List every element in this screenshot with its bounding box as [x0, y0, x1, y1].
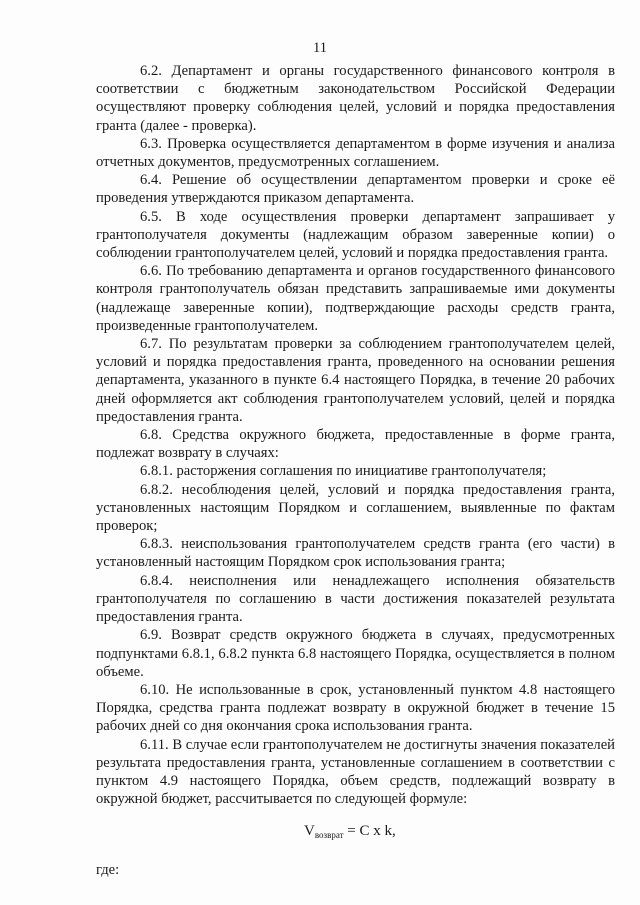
formula-variable: V — [304, 823, 315, 839]
return-formula — [304, 823, 396, 840]
paragraph-6-8-2: 6.8.2. несоблюдения целей, условий и порядка предоставления гранта, установленных настоящим Порядком и соглашением, выявленные по фактам проверок; — [96, 481, 615, 535]
formula-expression: = C x k, — [343, 823, 396, 839]
formula-subscript: возврат — [314, 830, 344, 840]
paragraph-6-7: 6.7. По результатам проверки за соблюдением грантополучателем целей, условий и порядка предоставления гранта, проведенного на основании решения департамента, указанного в пункте 6.4 настоящего Порядка, в течение 20 рабочих дней оформляется акт соблюдения грантополучателем условий, целей и порядка предоставления гранта. — [96, 336, 615, 425]
document-body — [96, 62, 615, 808]
paragraph-6-2: 6.2. Департамент и органы государственного финансового контроля в соответствии с бюджетным законодательством Российской Федерации осуществляют проверку соблюдения целей, условий и порядка предоставления гранта (далее - проверка). — [96, 63, 615, 134]
paragraph-6-5: 6.5. В ходе осуществления проверки департамент запрашивает у грантополучателя документы (надлежащим образом заверенные копии) о соблюдении грантополучателем целей, условий и порядка предоставления гранта. — [96, 208, 615, 262]
paragraph-6-9: 6.9. Возврат средств окружного бюджета в случаях, предусмотренных подпунктами 6.8.1, 6.8.2 пункта 6.8 настоящего Порядка, осуществляется в полном объеме. — [96, 627, 615, 680]
paragraph-6-8-1: 6.8.1. расторжения соглашения по инициативе грантополучателя; — [140, 463, 547, 480]
paragraph-6-8: 6.8. Средства окружного бюджета, предоставленные в форме гранта, подлежат возврату в случаях: — [96, 427, 615, 462]
paragraph-6-10: 6.10. Не использованные в срок, установленный пунктом 4.8 настоящего Порядка, средства гранта подлежат возврату в окружной бюджет в течение 15 рабочих дней со дня окончания срока использования гранта. — [96, 681, 615, 735]
paragraph-6-3: 6.3. Проверка осуществляется департаментом в форме изучения и анализа отчетных документов, предусмотренных соглашением. — [96, 135, 615, 171]
where-label: где: — [96, 862, 120, 878]
paragraph-6-8-4: 6.8.4. неисполнения или ненадлежащего исполнения обязательств грантополучателя по соглашению в части достижения показателей результата предоставления гранта. — [96, 572, 615, 626]
page-number: 11 — [313, 40, 327, 56]
paragraph-6-11: 6.11. В случае если грантополучателем не достигнуты значения показателей результата предоставления гранта, установленные соглашением в соответствии с пунктом 4.9 настоящего Порядка, объем средств, подлежащий возврату в окружной бюджет, рассчитывается по следующей формуле: — [96, 736, 615, 808]
paragraph-6-6: 6.6. По требованию департамента и органов государственного финансового контроля грантополучатель обязан представить запрашиваемые ими документы (надлежаще заверенные копии), подтверждающие расходы средств гранта, произведенные грантополучателем. — [96, 263, 615, 334]
paragraph-6-8-3: 6.8.3. неиспользования грантополучателем средств гранта (его части) в установленный настоящим Порядком срок использования гранта; — [96, 536, 615, 571]
paragraph-6-4: 6.4. Решение об осуществлении департаментом проверки и сроке её проведения утверждаются приказом департамента. — [96, 172, 615, 207]
